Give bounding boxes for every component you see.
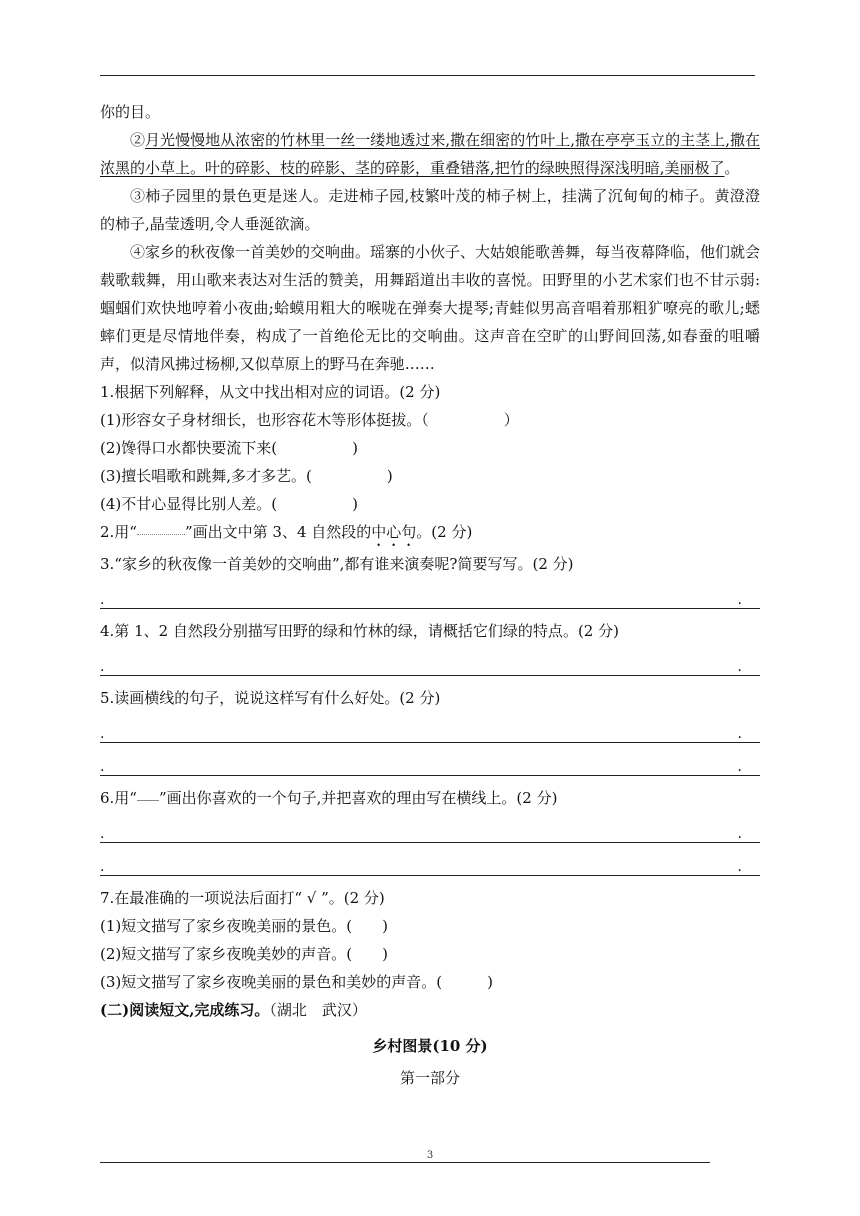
answer-line-q6-2[interactable]: . . (100, 845, 760, 876)
footer-rule (100, 1162, 710, 1163)
article-title: 乡村图景(10 分) (372, 1037, 488, 1055)
answer-line-q6-1[interactable]: . . (100, 812, 760, 843)
passage-p4: ④家乡的秋夜像一首美妙的交响曲。瑶寨的小伙子、大姑娘能歌善舞，每当夜幕降临，他们就会载歌载舞，用山歌来表达对生活的赞美，用舞蹈道出丰收的喜悦。田野里的小艺术家们也不甘示弱:蝈蝈们欢快地哼着小夜曲;蛤蟆用粗大的喉咙在弹奏大提琴;青蛙似男高音唱着那粗犷嘹亮的歌儿;蟋蟀们更是尽情地伴奏，构成了一首绝伦无比的交响曲。这声音在空旷的山野间回荡,如春蚕的咀嚼声，似清风拂过杨柳,又似草原上的野马在奔驰…… (100, 243, 761, 373)
question-3: 3.“家乡的秋夜像一首美妙的交响曲”,都有谁来演奏呢?简要写写。(2 分) (100, 555, 574, 573)
header-rule (100, 75, 755, 76)
question-7-2: (2)短文描写了家乡夜晚美妙的声音。( ) (100, 945, 388, 963)
passage-p1-end: 你的目。 (100, 103, 161, 121)
question-1-2: (2)馋得口水都快要流下来( ) (100, 439, 358, 457)
answer-line-q5-1[interactable]: . . (100, 712, 760, 743)
question-1-4: (4)不甘心显得比别人差。( ) (100, 495, 358, 513)
article-subtitle: 第一部分 (399, 1069, 460, 1087)
answer-line-q5-2[interactable]: . . (100, 745, 760, 776)
section-2-heading: (二)阅读短文,完成练习。（湖北 武汉） (100, 1001, 367, 1019)
answer-line-q4[interactable]: . . (100, 645, 760, 676)
passage-p3: ③柿子园里的景色更是迷人。走进柿子园,枝繁叶茂的柿子树上，挂满了沉甸甸的柿子。黄澄澄的柿子,晶莹透明,令人垂涎欲滴。 (100, 187, 760, 233)
dotted-emphasis: 中心句 (371, 523, 417, 541)
question-5: 5.读画横线的句子，说说这样写有什么好处。(2 分) (100, 689, 441, 707)
underline-mark (137, 792, 159, 801)
question-1-3: (3)擅长唱歌和跳舞,多才多艺。( ) (100, 467, 393, 485)
question-7-1: (1)短文描写了家乡夜晚美丽的景色。( ) (100, 917, 388, 935)
question-6: 6.用“ ”画出你喜欢的一个句子,并把喜欢的理由写在横线上。(2 分) (100, 789, 558, 807)
wavy-line-mark (137, 526, 185, 535)
question-7: 7.在最准确的一项说法后面打“ √ ”。(2 分) (100, 889, 385, 907)
question-2: 2.用“ ”画出文中第 3、4 自然段的中心句。(2 分) (100, 523, 473, 541)
question-4: 4.第 1、2 自然段分别描写田野的绿和竹林的绿，请概括它们绿的特点。(2 分) (100, 622, 619, 640)
answer-line-q3[interactable]: . . (100, 578, 760, 609)
page-number: 3 (426, 1150, 434, 1161)
passage-p2: ②月光慢慢地从浓密的竹林里一丝一缕地透过来,撒在细密的竹叶上,撒在亭亭玉立的主茎上,撒在浓黑的小草上。叶的碎影、枝的碎影、茎的碎影，重叠错落,把竹的绿映照得深浅明暗,美丽极了。 (100, 131, 760, 177)
page-content (100, 98, 760, 1092)
question-1: 1.根据下列解释，从文中找出相对应的词语。(2 分) (100, 383, 441, 401)
question-7-3: (3)短文描写了家乡夜晚美丽的景色和美妙的声音。( ) (100, 973, 493, 991)
underlined-sentence: 月光慢慢地从浓密的竹林里一丝一缕地透过来,撒在细密的竹叶上,撒在亭亭玉立的主茎上,撒在浓黑的小草上。叶的碎影、枝的碎影、茎的碎影，重叠错落,把竹的绿映照得深浅明暗,美丽极了 (100, 131, 760, 177)
question-1-1: (1)形容女子身材细长，也形容花木等形体挺拔。（ ） (100, 411, 519, 429)
